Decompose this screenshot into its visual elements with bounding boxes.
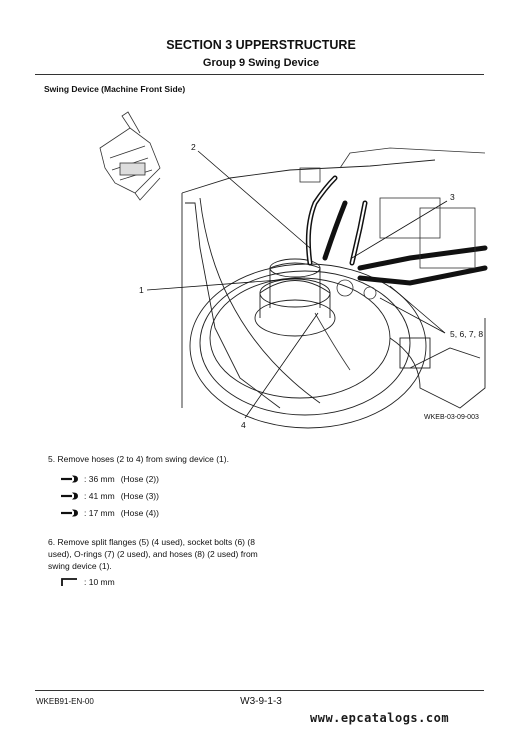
step-number: 5. bbox=[48, 454, 56, 464]
tool-size: : 10 mm bbox=[84, 577, 115, 587]
callout-4: 4 bbox=[241, 420, 246, 430]
hex-wrench-icon bbox=[60, 577, 80, 587]
tool-note: (Hose (3)) bbox=[120, 491, 159, 501]
wrench-icon bbox=[60, 508, 80, 518]
step-6 bbox=[48, 536, 258, 572]
tool-note: (Hose (2)) bbox=[120, 474, 159, 484]
step-5 bbox=[48, 453, 229, 465]
tool-size: : 17 mm bbox=[84, 508, 115, 518]
tool-spec-row bbox=[60, 508, 159, 518]
callout-2: 2 bbox=[191, 142, 196, 152]
step-text: Remove hoses (2 to 4) from swing device (1). bbox=[57, 454, 229, 464]
wrench-icon bbox=[60, 474, 80, 484]
footer-divider bbox=[35, 690, 484, 691]
group-title: Group 9 Swing Device bbox=[202, 57, 320, 69]
tool-size: : 36 mm bbox=[84, 474, 115, 484]
machine-orientation-sketch bbox=[100, 112, 160, 200]
step-number: 6. bbox=[48, 537, 56, 547]
figure-id: WKEB-03-09-003 bbox=[424, 414, 479, 421]
watermark: www.epcatalogs.com bbox=[310, 711, 450, 725]
figure-caption: Swing Device (Machine Front Side) bbox=[44, 84, 186, 94]
page-number: W3-9-1-3 bbox=[240, 696, 282, 707]
header-divider bbox=[35, 74, 484, 75]
callout-3: 3 bbox=[450, 192, 455, 202]
tool-note: (Hose (4)) bbox=[120, 508, 159, 518]
wrench-icon bbox=[60, 491, 80, 501]
tool-spec-row bbox=[60, 577, 115, 587]
callout-1: 1 bbox=[139, 285, 144, 295]
callout-5-6-7-8: 5, 6, 7, 8 bbox=[450, 329, 484, 339]
tool-spec-row bbox=[60, 491, 159, 501]
tool-size: : 41 mm bbox=[84, 491, 115, 501]
tool-spec-row bbox=[60, 474, 159, 484]
section-title: SECTION 3 UPPERSTRUCTURE bbox=[166, 38, 356, 52]
step-text: Remove split flanges (5) (4 used), socket bolts (6) (8 used), O-rings (7) (2 used), and hoses (8) (2 used) from swing device (1). bbox=[48, 537, 258, 571]
swing-device-illustration bbox=[90, 108, 490, 433]
document-code: WKEB91-EN-00 bbox=[36, 697, 94, 706]
